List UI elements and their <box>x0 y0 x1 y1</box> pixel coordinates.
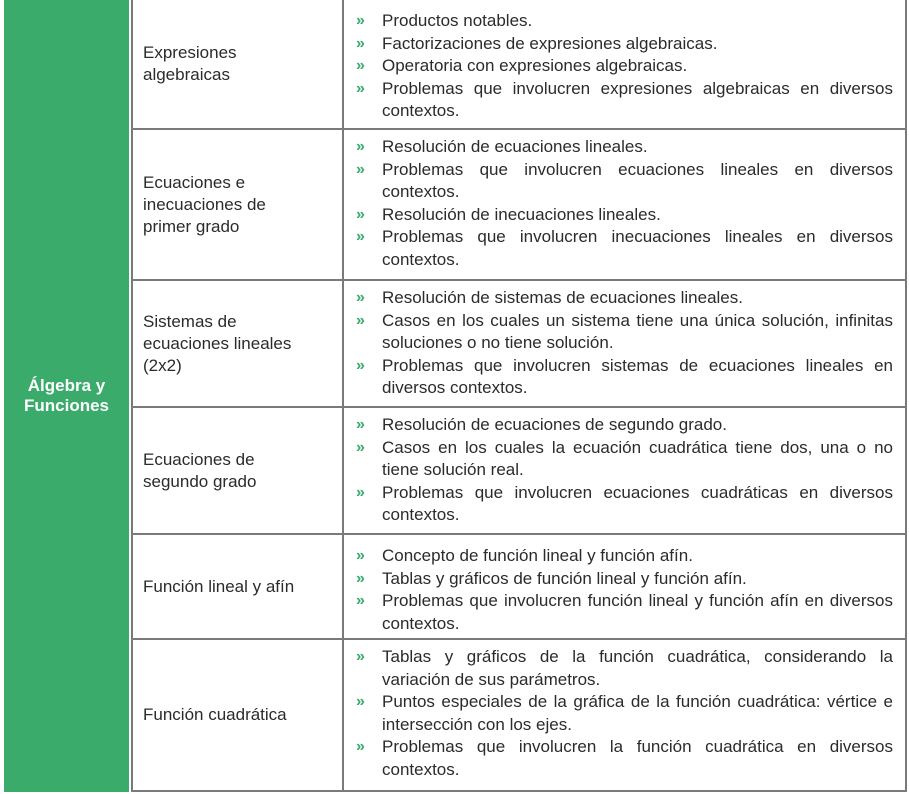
list-item <box>352 226 893 271</box>
content-cell <box>344 408 907 533</box>
chevron-bullet-icon: » <box>356 228 365 245</box>
table-row <box>131 535 907 640</box>
list-item-text: Factorizaciones de expresiones algebraicas. <box>382 33 718 53</box>
chevron-bullet-icon: » <box>356 738 365 755</box>
chevron-bullet-icon: » <box>356 438 365 456</box>
list-item-text: Tablas y gráficos de función lineal y función afín. <box>382 568 747 588</box>
table-row <box>131 640 907 792</box>
chevron-bullet-icon: » <box>356 569 365 587</box>
list-item <box>352 310 893 355</box>
topic-label: Expresiones algebraicas <box>143 43 237 84</box>
list-item-text: Concepto de función lineal y función afín. <box>382 546 693 565</box>
content-cell <box>344 640 907 790</box>
list-item-text: Resolución de inecuaciones lineales. <box>382 204 661 224</box>
chevron-bullet-icon: » <box>356 289 365 306</box>
chevron-bullet-icon: » <box>356 160 365 178</box>
chevron-bullet-icon: » <box>356 205 365 223</box>
chevron-bullet-icon: » <box>356 648 365 665</box>
chevron-bullet-icon: » <box>356 547 365 564</box>
list-item-text: Resolución de sistemas de ecuaciones lineales. <box>382 288 743 307</box>
list-item <box>352 136 893 159</box>
list-item-text: Problemas que involucren sistemas de ecuaciones lineales en diversos contextos. <box>382 355 893 397</box>
chevron-bullet-icon: » <box>356 356 365 374</box>
topic-cell <box>131 281 344 406</box>
list-item <box>352 55 893 78</box>
list-item <box>352 736 893 781</box>
content-cell <box>344 130 907 279</box>
table-row <box>131 281 907 408</box>
list-item-text: Problemas que involucren ecuaciones lineales en diversos contextos. <box>382 159 893 201</box>
topic-label: Función cuadrática <box>143 705 287 724</box>
chevron-bullet-icon: » <box>356 483 365 501</box>
content-cell <box>344 0 907 128</box>
list-item-text: Operatoria con expresiones algebraicas. <box>382 56 688 75</box>
topic-cell <box>131 0 344 128</box>
list-item <box>352 568 893 591</box>
chevron-bullet-icon: » <box>356 311 365 329</box>
topic-label: Sistemas de ecuaciones lineales (2x2) <box>143 311 292 375</box>
list-item-text: Tablas y gráficos de la función cuadrática, considerando la variación de sus parámetros. <box>382 647 893 689</box>
list-item <box>352 355 893 400</box>
chevron-bullet-icon: » <box>356 57 365 74</box>
chevron-bullet-icon: » <box>356 416 365 433</box>
list-item <box>352 691 893 736</box>
content-cell <box>344 281 907 406</box>
chevron-bullet-icon: » <box>356 138 365 155</box>
content-cell <box>344 535 907 638</box>
table-row <box>131 130 907 281</box>
list-item-text: Problemas que involucren expresiones algebraicas en diversos contextos. <box>382 78 893 120</box>
topic-cell <box>131 640 344 790</box>
list-item-text: Casos en los cuales un sistema tiene una única solución, infinitas soluciones o no tiene solución. <box>382 310 893 352</box>
topic-label: Función lineal y afín <box>143 576 295 596</box>
list-item <box>352 159 893 204</box>
topic-cell <box>131 408 344 533</box>
list-item-text: Puntos especiales de la gráfica de la función cuadrática: vértice e intersección con los ejes. <box>382 692 893 734</box>
list-item <box>352 437 893 482</box>
table-row <box>131 408 907 535</box>
list-item <box>352 10 893 33</box>
list-item <box>352 646 893 691</box>
list-item-text: Problemas que involucren función lineal y función afín en diversos contextos. <box>382 591 893 633</box>
list-item-text: Resolución de ecuaciones lineales. <box>382 137 648 156</box>
chevron-bullet-icon: » <box>356 693 365 710</box>
chevron-bullet-icon: » <box>356 592 365 609</box>
chevron-bullet-icon: » <box>356 79 365 97</box>
list-item <box>352 545 893 568</box>
topic-label: Ecuaciones e inecuaciones de primer grado <box>143 172 266 236</box>
chevron-bullet-icon: » <box>356 12 365 29</box>
list-item <box>352 414 893 437</box>
list-item-text: Problemas que involucren ecuaciones cuadráticas en diversos contextos. <box>382 482 893 524</box>
list-item <box>352 482 893 527</box>
area-label-line1: Álgebra y <box>27 376 106 395</box>
list-item <box>352 590 893 635</box>
topic-cell <box>131 535 344 638</box>
list-item-text: Productos notables. <box>382 11 533 30</box>
chevron-bullet-icon: » <box>356 34 365 52</box>
list-item-text: Resolución de ecuaciones de segundo grado. <box>382 415 727 434</box>
topic-label: Ecuaciones de segundo grado <box>143 449 257 491</box>
topic-cell <box>131 130 344 279</box>
list-item-text: Problemas que involucren la función cuadrática en diversos contextos. <box>382 737 893 779</box>
list-item-text: Problemas que involucren inecuaciones lineales en diversos contextos. <box>382 227 893 269</box>
area-label-line2: Funciones <box>23 396 109 415</box>
area-cell <box>4 0 131 792</box>
list-item <box>352 287 893 310</box>
list-item-text: Casos en los cuales la ecuación cuadrática tiene dos, una o no tiene solución real. <box>382 437 893 479</box>
list-item <box>352 33 893 56</box>
list-item <box>352 78 893 123</box>
list-item <box>352 204 893 227</box>
table-row <box>131 0 907 130</box>
